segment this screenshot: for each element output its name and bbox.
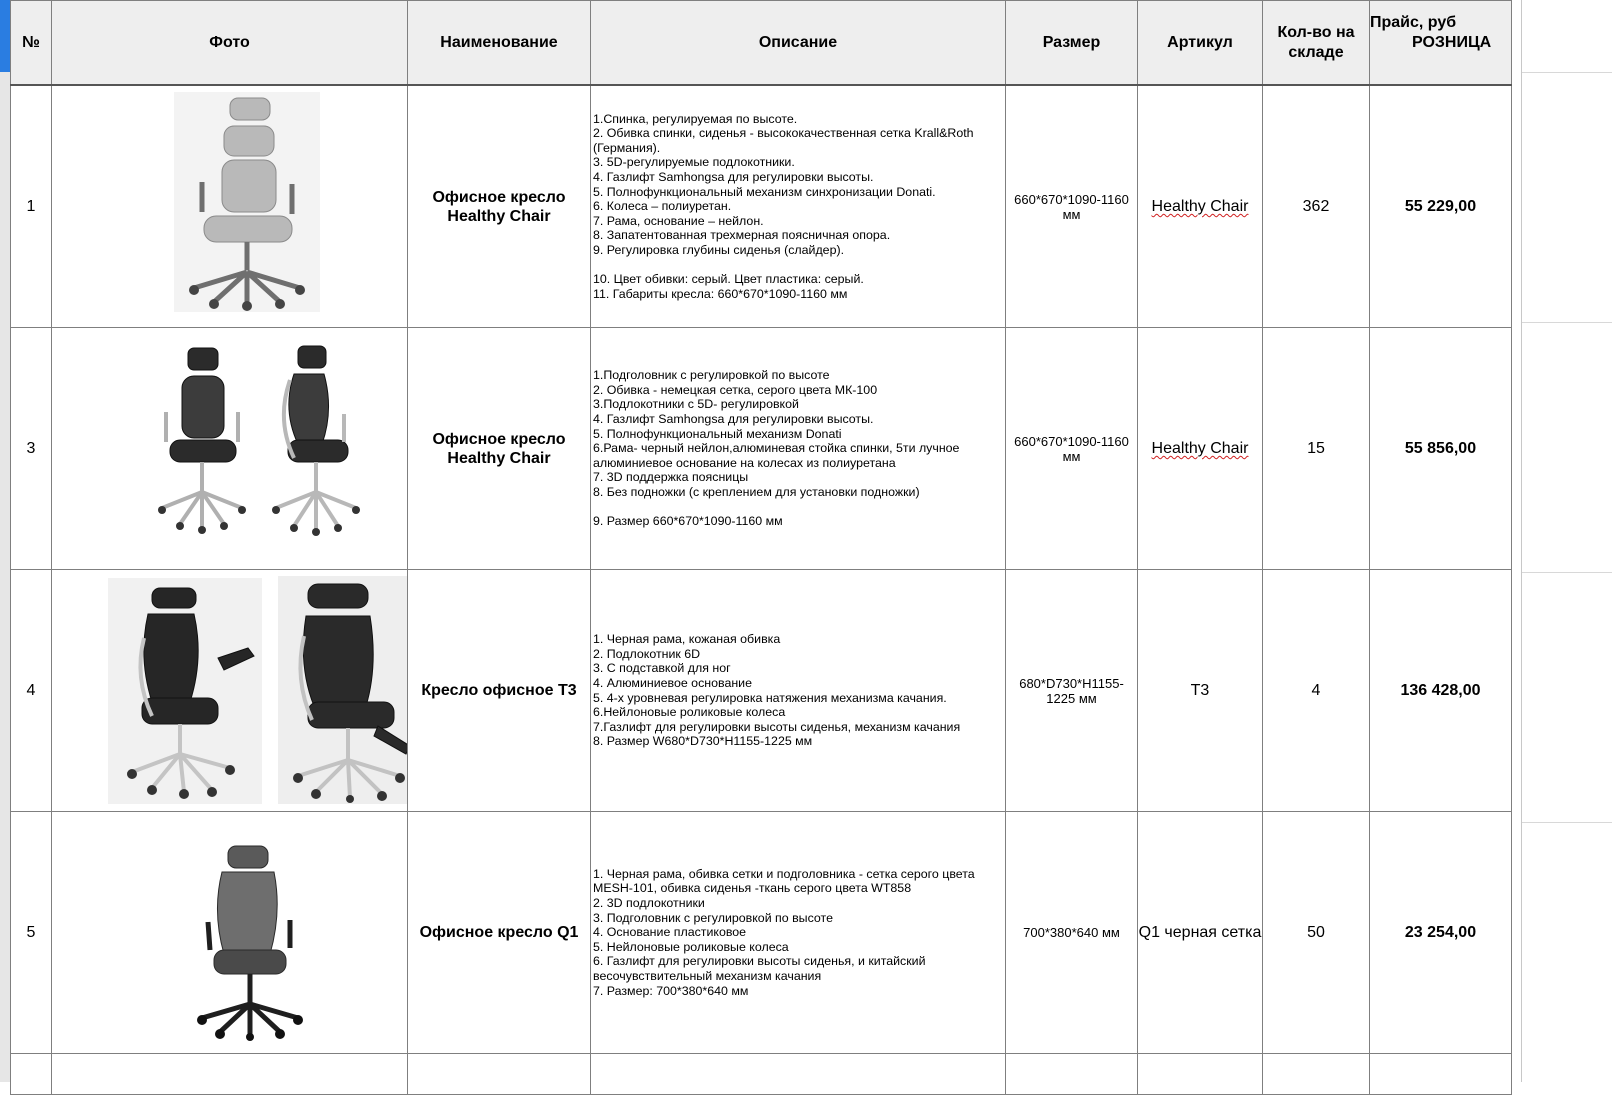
article-text: Healthy Chair [1151,440,1249,457]
header-price[interactable] [1370,1,1512,86]
cell-photo[interactable] [52,812,408,1054]
article-text: Healthy Chair [1151,198,1249,215]
price-list-table [10,0,1512,1095]
cell-empty[interactable] [408,1054,591,1095]
cell-empty[interactable] [591,1054,1006,1095]
table-row [11,85,1512,328]
cell-num[interactable]: 3 [11,328,52,570]
cell-photo[interactable] [52,570,408,812]
table-row-partial [11,1054,1512,1095]
cell-name[interactable]: Офисное кресло Healthy Chair [408,85,591,328]
cell-photo[interactable] [52,328,408,570]
cell-size[interactable]: 660*670*1090-1160 мм [1006,328,1138,570]
cell-size[interactable]: 700*380*640 мм [1006,812,1138,1054]
cell-photo[interactable] [52,85,408,328]
black-leather-chair-t3-icon [52,570,407,811]
header-price-line2: РОЗНИЦА [1412,34,1492,51]
cell-name[interactable]: Офисное кресло Healthy Chair [408,328,591,570]
gridline [1522,322,1612,323]
cell-empty[interactable] [1370,1054,1512,1095]
header-num[interactable]: № [11,1,52,86]
cell-name[interactable]: Офисное кресло Q1 [408,812,591,1054]
cell-description[interactable]: 1.Спинка, регулируемая по высоте. 2. Обивка спинки, сиденья - высококачественная сетка Krall&Roth (Германия). 3. 5D-регулируемые подлокотники. 4. Газлифт Samhongsa для регулировки высоты. 5. Полнофункциональный механизм синхронизации Donati. 6. Колеса – полиуретан. 7. Рама, основание – нейлон. 8. Запатентованная трехмерная поясничная опора. 9. Регулировка глубины сиденья (слайдер). 10. Цвет обивки: серый. Цвет пластика: серый. 11. Габариты кресла: 660*670*1090-1160 мм [591,85,1006,328]
cell-price[interactable]: 136 428,00 [1370,570,1512,812]
cell-empty[interactable] [11,1054,52,1095]
cell-price[interactable]: 55 856,00 [1370,328,1512,570]
table-row [11,570,1512,812]
header-photo[interactable]: Фото [52,1,408,86]
cell-article[interactable] [1138,85,1263,328]
cell-size[interactable]: 680*D730*H1155-1225 мм [1006,570,1138,812]
gridline [1522,72,1612,73]
header-price-line1: Прайс, руб [1370,14,1457,31]
grey-mesh-chair-q1-icon [52,812,407,1053]
cell-name[interactable]: Кресло офисное Т3 [408,570,591,812]
cell-description[interactable]: 1.Подголовник с регулировкой по высоте 2. Обивка - немецкая сетка, серого цвета МК-100 3.Подлокотники с 5D- регулировкой 4. Газлифт Samhongsa для регулировки высоты. 5. Полнофункциональный механизм Donati 6.Рама- черный нейлон,алюминевая стойка спинки, 5ти лучное алюминиевое основание на колесах из полиуретана 7. 3D поддержка поясницы 8. Без подножки (с креплением для установки подножки) 9. Размер 660*670*1090-1160 мм [591,328,1006,570]
header-name[interactable]: Наименование [408,1,591,86]
cell-num[interactable]: 4 [11,570,52,812]
cell-qty[interactable]: 4 [1263,570,1370,812]
selected-row-indicator [0,0,10,72]
table-row [11,328,1512,570]
cell-article[interactable] [1138,328,1263,570]
cell-empty[interactable] [1006,1054,1138,1095]
cell-price[interactable]: 55 229,00 [1370,85,1512,328]
cell-qty[interactable]: 15 [1263,328,1370,570]
header-row [11,1,1512,86]
cell-price[interactable]: 23 254,00 [1370,812,1512,1054]
cell-article[interactable]: Т3 [1138,570,1263,812]
header-qty[interactable]: Кол-во на складе [1263,1,1370,86]
cell-description[interactable]: 1. Черная рама, обивка сетки и подголовника - сетка серого цвета MESH-101, обивка сиденья -ткань серого цвета WT858 2. 3D подлокотники 3. Подголовник с регулировкой по высоте 4. Основание пластиковое 5. Нейлоновые роликовые колеса 6. Газлифт для регулировки высоты сиденья, и китайский весочувствительный механизм качания 7. Размер: 700*380*640 мм [591,812,1006,1054]
cell-qty[interactable]: 362 [1263,85,1370,328]
cell-qty[interactable]: 50 [1263,812,1370,1054]
cell-empty[interactable] [1263,1054,1370,1095]
header-size[interactable]: Размер [1006,1,1138,86]
black-mesh-office-chair-pair-icon [52,328,407,569]
cell-empty[interactable] [52,1054,408,1095]
cell-description[interactable]: 1. Черная рама, кожаная обивка 2. Подлокотник 6D 3. С подставкой для ног 4. Алюминиевое основание 5. 4-х уровневая регулировка натяжения механизма качания. 6.Нейлоновые роликовые колеса 7.Газлифт для регулировки высоты сиденья, механизм качания 8. Размер W680*D730*H1155-1225 мм [591,570,1006,812]
header-article[interactable]: Артикул [1138,1,1263,86]
gridline [1522,572,1612,573]
cell-num[interactable]: 5 [11,812,52,1054]
header-description[interactable]: Описание [591,1,1006,86]
grey-mesh-office-chair-icon [52,86,407,327]
cell-empty[interactable] [1138,1054,1263,1095]
empty-column-area[interactable] [1521,0,1612,1082]
table-row [11,812,1512,1054]
cell-article[interactable]: Q1 черная сетка [1138,812,1263,1054]
gridline [1522,822,1612,823]
cell-size[interactable]: 660*670*1090-1160 мм [1006,85,1138,328]
cell-num[interactable]: 1 [11,85,52,328]
